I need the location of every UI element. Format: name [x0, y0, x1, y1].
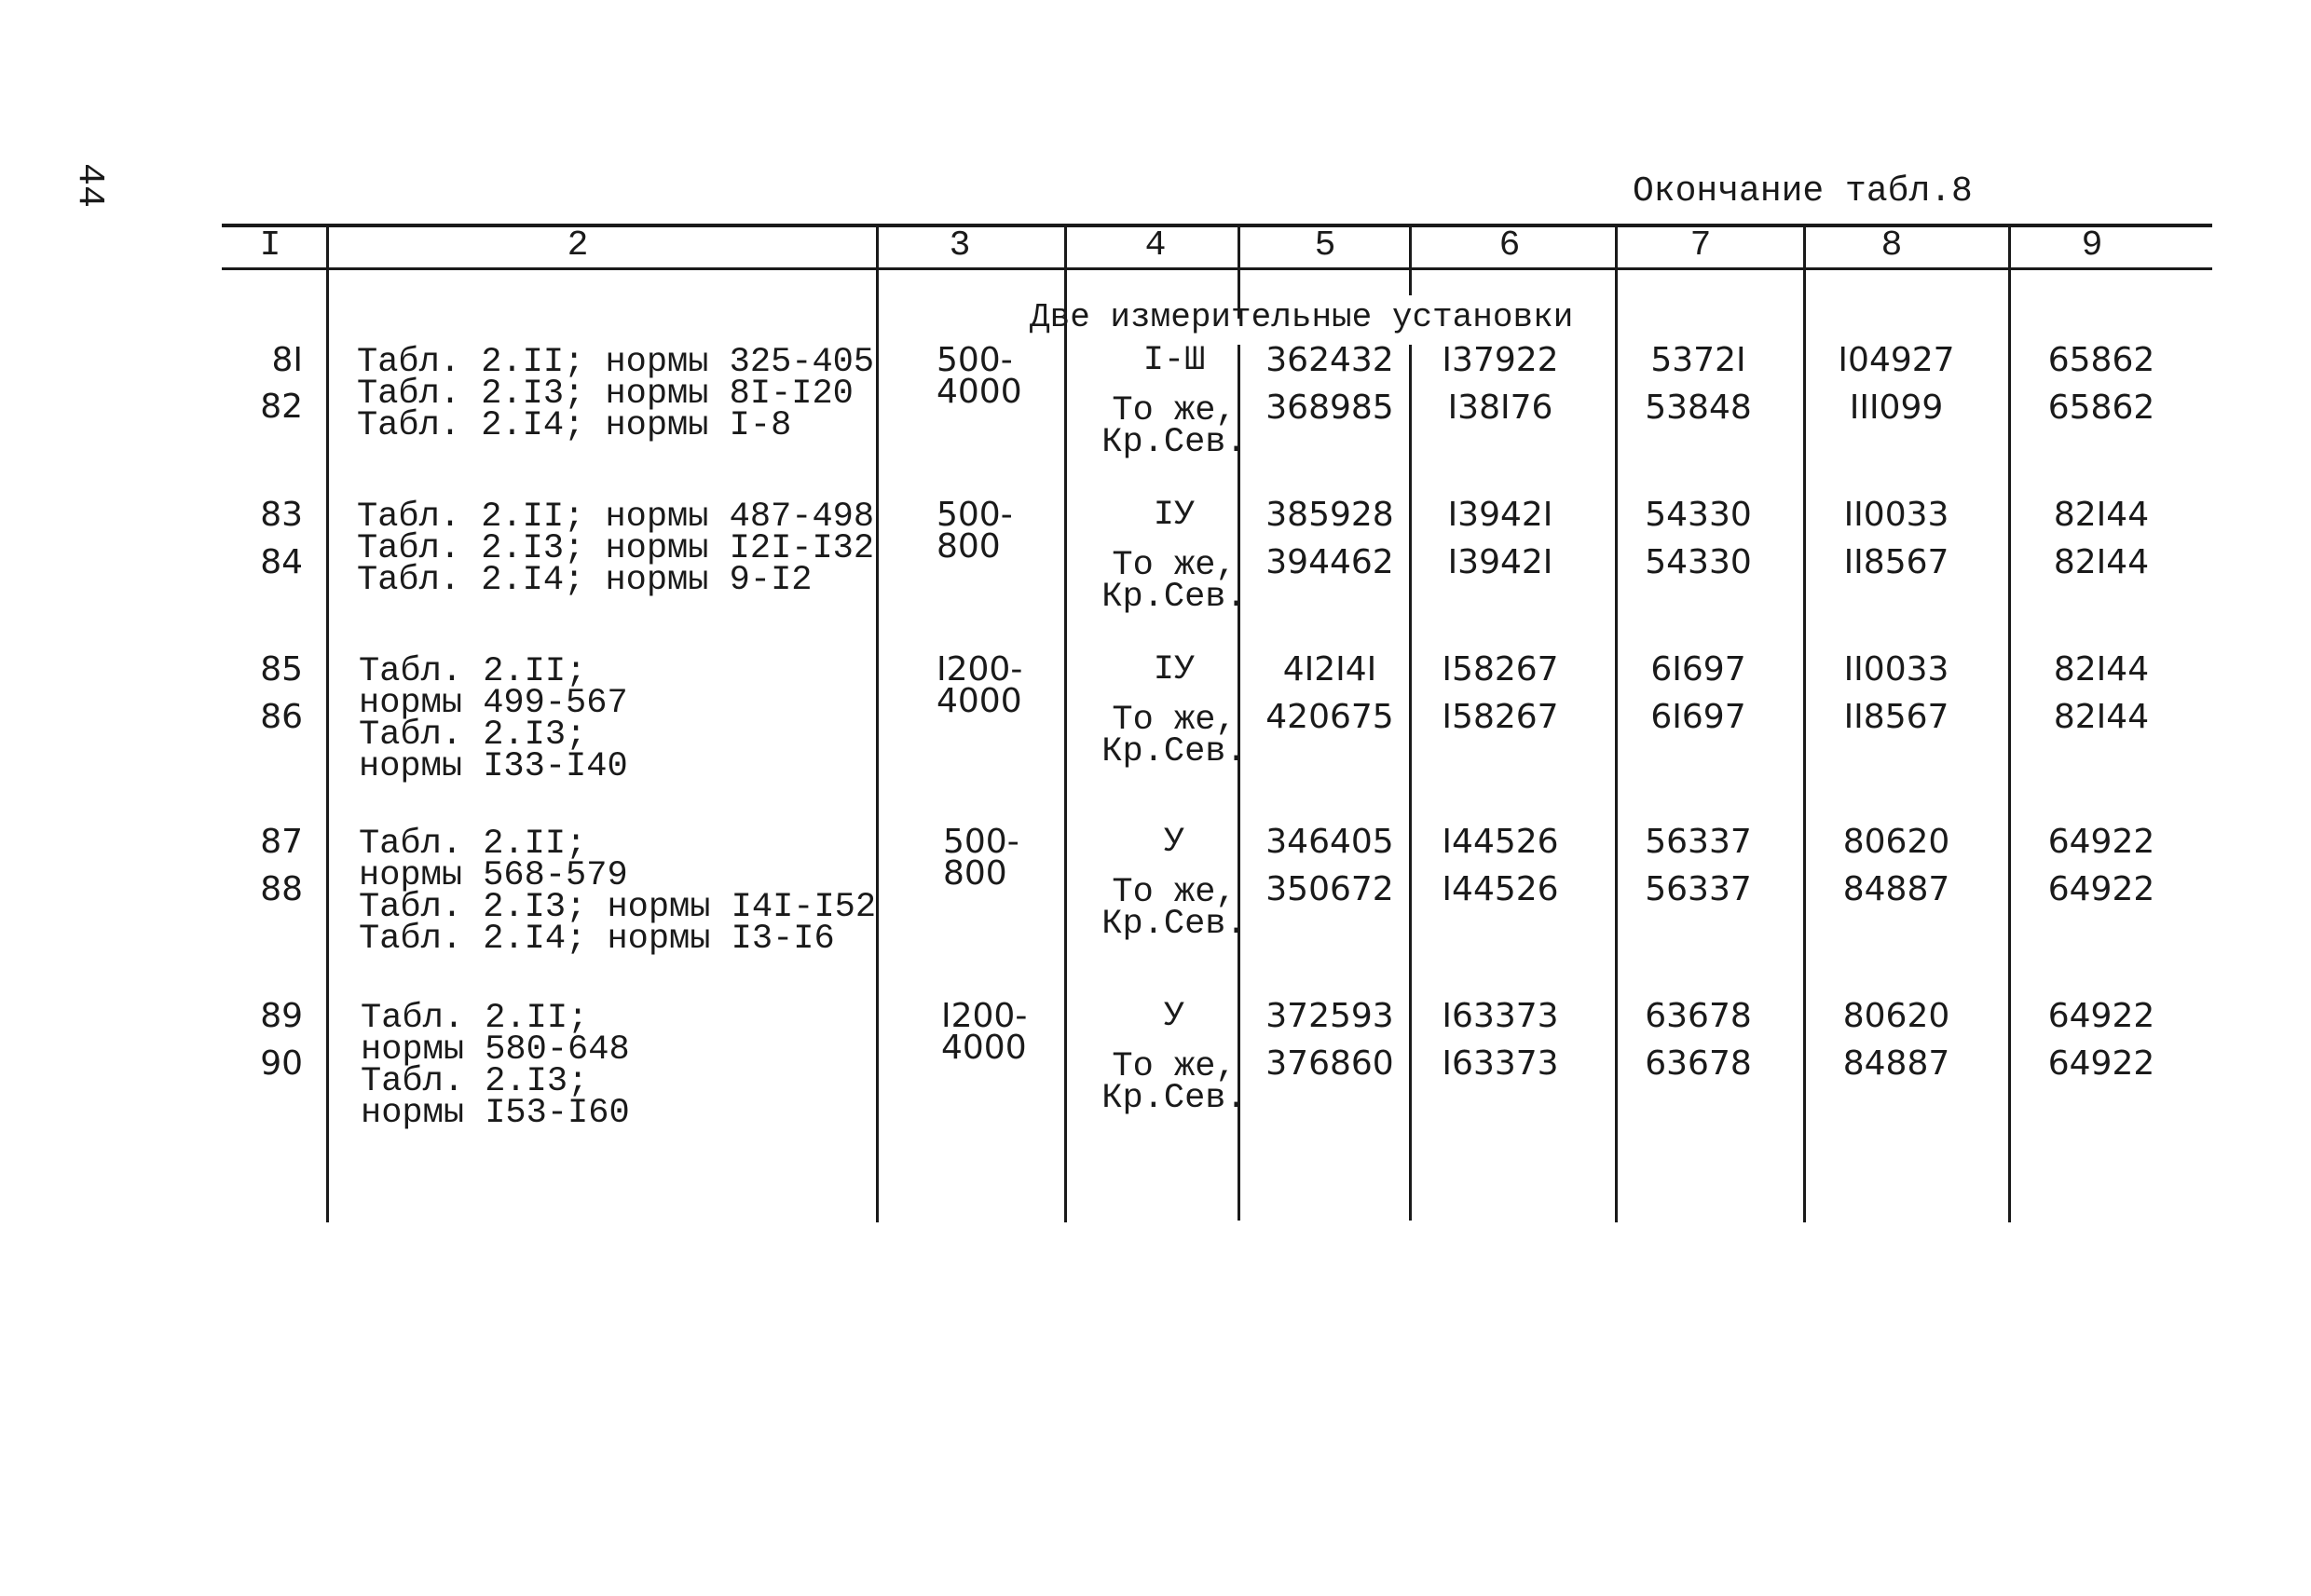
- table-cell: 64922: [2047, 997, 2155, 1035]
- table-cell: I3942I: [1447, 496, 1553, 534]
- table-cell: 362432: [1265, 341, 1394, 379]
- table-cell: I3942I: [1447, 543, 1553, 581]
- row-number: 90: [260, 1044, 303, 1083]
- table-cell: 54330: [1645, 496, 1752, 534]
- table-cell: 82I44: [2053, 698, 2150, 736]
- column-rule: [1409, 225, 1412, 295]
- table-cell: 56337: [1645, 870, 1752, 908]
- table-cell: 6I697: [1650, 698, 1746, 736]
- table-cell: 84887: [1842, 1044, 1950, 1083]
- column-rule: [2008, 225, 2011, 1222]
- header-col-1: I: [259, 225, 281, 266]
- norms-reference: Табл. 2.II; нормы 580-648 Табл. 2.I3; нормы I53-I60: [361, 999, 630, 1133]
- table-cell: II0033: [1843, 650, 1949, 689]
- table-cell: 64922: [2047, 870, 2155, 908]
- section-title: Две измерительные установки: [1030, 298, 1574, 336]
- table-cell: I44526: [1442, 870, 1559, 908]
- table-cell: I63373: [1442, 1044, 1559, 1083]
- table-cell: 63678: [1645, 1044, 1752, 1083]
- table-cell: 376860: [1265, 1044, 1394, 1083]
- table-cell: II0033: [1843, 496, 1949, 534]
- table-cell: 4I2I4I: [1282, 650, 1377, 689]
- row-number: 83: [260, 496, 303, 534]
- table-cell: II8567: [1843, 543, 1949, 581]
- column-rule: [1615, 225, 1618, 1222]
- table-cell: 394462: [1265, 543, 1394, 581]
- page-number: 44: [68, 163, 110, 209]
- table-cell: 6I697: [1650, 650, 1746, 689]
- column-rule: [876, 225, 879, 1222]
- range-value: I200- 4000: [941, 997, 1028, 1067]
- category-label: У: [1163, 823, 1185, 862]
- range-value: 500- 4000: [937, 341, 1022, 411]
- column-rule: [326, 225, 329, 1222]
- category-label: То же, Кр.Сев.: [1101, 1047, 1247, 1118]
- table-cell: I37922: [1442, 341, 1559, 379]
- table-cell: 65862: [2047, 389, 2155, 427]
- norms-reference: Табл. 2.II; нормы 487-498 Табл. 2.I3; нормы I2I-I32 Табл. 2.I4; нормы 9-I2: [357, 498, 875, 600]
- norms-reference: Табл. 2.II; нормы 568-579 Табл. 2.I3; нормы I4I-I52 Табл. 2.I4; нормы I3-I6: [359, 825, 877, 959]
- table-cell: I04927: [1838, 341, 1955, 379]
- table-cell: 82I44: [2053, 543, 2150, 581]
- table-cell: 372593: [1265, 997, 1394, 1035]
- table-cell: II8567: [1843, 698, 1949, 736]
- table-cell: 54330: [1645, 543, 1752, 581]
- row-number: 85: [260, 650, 303, 689]
- category-label: То же, Кр.Сев.: [1101, 546, 1247, 617]
- header-col-7: 7: [1689, 225, 1712, 266]
- table-cell: I63373: [1442, 997, 1559, 1035]
- category-label: То же, Кр.Сев.: [1101, 391, 1247, 462]
- norms-reference: Табл. 2.II; нормы 325-405 Табл. 2.I3; нормы 8I-I20 Табл. 2.I4; нормы I-8: [357, 343, 875, 445]
- category-label: IУ: [1153, 650, 1196, 689]
- table-cell: 385928: [1265, 496, 1394, 534]
- header-col-8: 8: [1880, 225, 1903, 266]
- range-value: 500- 800: [937, 496, 1013, 566]
- header-col-5: 5: [1314, 225, 1336, 266]
- category-label: У: [1163, 997, 1185, 1036]
- table-cell: 64922: [2047, 1044, 2155, 1083]
- table-cell: 65862: [2047, 341, 2155, 379]
- table-cell: III099: [1849, 389, 1944, 427]
- category-label: I-Ш: [1142, 341, 1206, 380]
- range-value: 500- 800: [943, 823, 1019, 893]
- table-cell: I44526: [1442, 823, 1559, 861]
- column-rule: [1064, 225, 1067, 1222]
- row-number: 86: [260, 698, 303, 736]
- table-cell: 350672: [1265, 870, 1394, 908]
- table-caption: Окончание табл.8: [1633, 171, 1973, 211]
- table-cell: 82I44: [2053, 650, 2150, 689]
- table-cell: 53848: [1645, 389, 1752, 427]
- table-cell: 80620: [1842, 823, 1950, 861]
- row-number: 87: [260, 823, 303, 861]
- table-cell: I38I76: [1447, 389, 1553, 427]
- table-cell: 63678: [1645, 997, 1752, 1035]
- row-number: 82: [260, 388, 303, 426]
- row-number: 89: [260, 997, 303, 1035]
- table-cell: I58267: [1442, 650, 1559, 689]
- header-col-2: 2: [567, 225, 589, 266]
- table-cell: 82I44: [2053, 496, 2150, 534]
- table-cell: 420675: [1265, 698, 1394, 736]
- category-label: То же, Кр.Сев.: [1101, 701, 1247, 771]
- header-col-9: 9: [2081, 225, 2103, 266]
- range-value: I200- 4000: [937, 650, 1023, 720]
- header-bottom-rule: [222, 267, 2212, 270]
- header-col-3: 3: [949, 225, 971, 266]
- table-cell: 56337: [1645, 823, 1752, 861]
- table-cell: 84887: [1842, 870, 1950, 908]
- table-cell: 346405: [1265, 823, 1394, 861]
- row-number: 8I: [271, 341, 303, 379]
- table-cell: 64922: [2047, 823, 2155, 861]
- column-rule: [1409, 345, 1412, 1221]
- norms-reference: Табл. 2.II; нормы 499-567 Табл. 2.I3; нормы I33-I40: [359, 652, 628, 786]
- table-cell: I58267: [1442, 698, 1559, 736]
- row-number: 84: [260, 543, 303, 581]
- table-cell: 368985: [1265, 389, 1394, 427]
- row-number: 88: [260, 870, 303, 908]
- header-top-rule: [222, 224, 2212, 227]
- header-col-4: 4: [1144, 225, 1167, 266]
- category-label: IУ: [1153, 496, 1196, 535]
- table-cell: 5372I: [1650, 341, 1746, 379]
- category-label: То же, Кр.Сев.: [1101, 873, 1247, 944]
- table-cell: 80620: [1842, 997, 1950, 1035]
- header-col-6: 6: [1498, 225, 1521, 266]
- column-rule: [1803, 225, 1806, 1222]
